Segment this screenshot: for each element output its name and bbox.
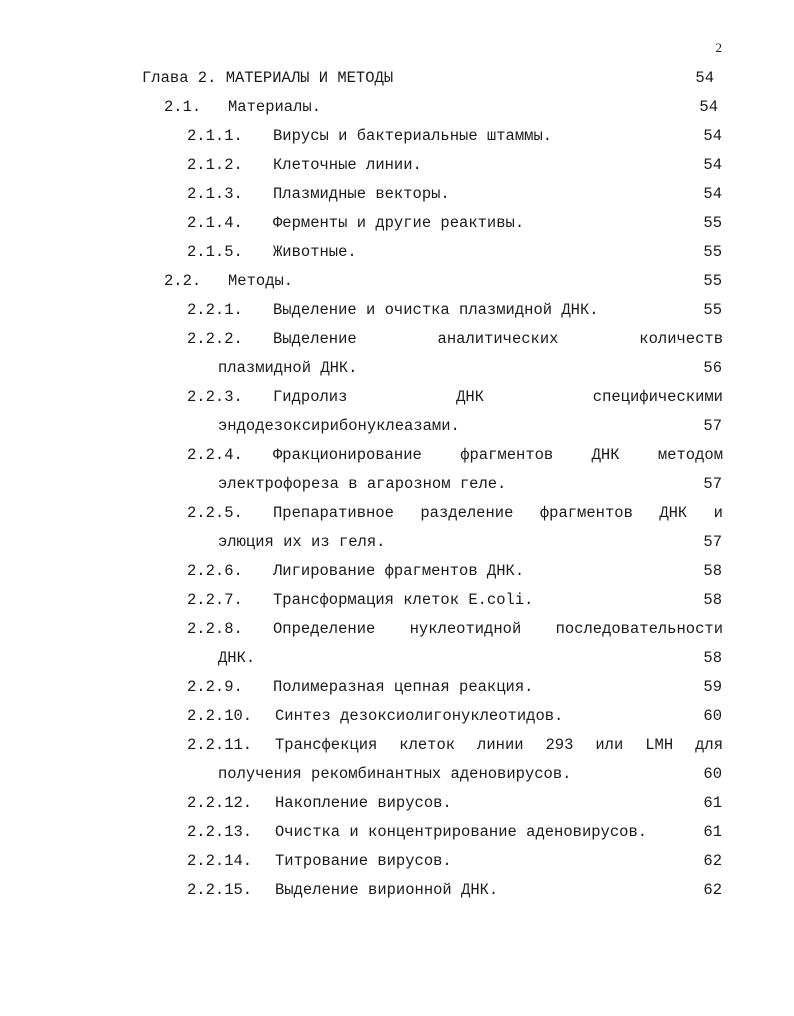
section-title: Гидролиз ДНК специфическими <box>273 388 723 406</box>
section-title-continuation: получения рекомбинантных аденовирусов. <box>218 765 572 783</box>
table-of-contents <box>0 64 794 905</box>
toc-entry-2-1-2 <box>0 151 794 180</box>
page-ref: 61 <box>703 794 722 812</box>
page-ref: 55 <box>703 272 722 290</box>
toc-chapter <box>0 64 794 93</box>
toc-entry-2-2-6 <box>0 557 794 586</box>
section-number: 2.1.4. <box>187 214 243 232</box>
section-number: 2.1.3. <box>187 185 243 203</box>
section-title: Выделение вирионной ДНК. <box>275 881 499 899</box>
toc-entry-2-2-3-cont <box>0 412 794 441</box>
page-ref: 59 <box>703 678 722 696</box>
page-ref: 62 <box>703 881 722 899</box>
toc-entry-2-2-9 <box>0 673 794 702</box>
page-number: 2 <box>715 40 722 55</box>
toc-entry-2-2-14 <box>0 847 794 876</box>
section-title: Определение нуклеотидной последовательности <box>273 620 723 638</box>
section-title-continuation: плазмидной ДНК. <box>218 359 358 377</box>
section-title: Трансфекция клеток линии 293 или LMH для <box>275 736 723 754</box>
section-title: Выделение и очистка плазмидной ДНК. <box>273 301 599 319</box>
toc-entry-2-1-4 <box>0 209 794 238</box>
toc-entry-2-2-8 <box>0 615 794 644</box>
page-ref: 54 <box>695 69 714 87</box>
section-title: Полимеразная цепная реакция. <box>273 678 534 696</box>
section-title: Вирусы и бактериальные штаммы. <box>273 127 553 145</box>
section-number: 2.2.2. <box>187 330 243 348</box>
toc-entry-2-2 <box>0 267 794 296</box>
toc-entry-2-2-11-cont <box>0 760 794 789</box>
section-number: 2.2.6. <box>187 562 243 580</box>
page-ref: 55 <box>703 214 722 232</box>
section-number: 2.1.2. <box>187 156 243 174</box>
page-ref: 55 <box>703 301 722 319</box>
page-ref: 57 <box>703 475 722 493</box>
section-title: Лигирование фрагментов ДНК. <box>273 562 525 580</box>
section-number: 2.2.4. <box>187 446 243 464</box>
section-title: Клеточные линии. <box>273 156 422 174</box>
toc-entry-2-2-10 <box>0 702 794 731</box>
page-ref: 57 <box>703 533 722 551</box>
page-ref: 60 <box>703 765 722 783</box>
section-number: 2.2.11. <box>187 736 253 754</box>
section-number: 2.2.8. <box>187 620 243 638</box>
page-ref: 54 <box>703 127 722 145</box>
section-number: 2.2.9. <box>187 678 243 696</box>
toc-entry-2-2-11 <box>0 731 794 760</box>
toc-entry-2-2-5-cont <box>0 528 794 557</box>
toc-entry-2-2-8-cont <box>0 644 794 673</box>
toc-entry-2-1 <box>0 93 794 122</box>
section-title: Выделение аналитических количеств <box>273 330 723 348</box>
toc-entry-2-1-3 <box>0 180 794 209</box>
toc-entry-2-2-13 <box>0 818 794 847</box>
page-ref: 60 <box>703 707 722 725</box>
section-title: Фракционирование фрагментов ДНК методом <box>273 446 723 464</box>
section-number: 2.2.5. <box>187 504 243 522</box>
toc-entry-2-2-5 <box>0 499 794 528</box>
toc-entry-2-2-3 <box>0 383 794 412</box>
section-title: Препаративное разделение фрагментов ДНК и <box>273 504 723 522</box>
section-title: Материалы. <box>228 98 322 116</box>
page-ref: 61 <box>703 823 722 841</box>
section-title: Синтез дезоксиолигонуклеотидов. <box>275 707 564 725</box>
section-number: 2.1.1. <box>187 127 243 145</box>
section-number: 2.2.3. <box>187 388 243 406</box>
section-title-continuation: элюция их из геля. <box>218 533 386 551</box>
page-ref: 56 <box>703 359 722 377</box>
section-number: 2.2.14. <box>187 852 253 870</box>
page-ref: 55 <box>703 243 722 261</box>
section-number: 2.1.5. <box>187 243 243 261</box>
toc-entry-2-2-1 <box>0 296 794 325</box>
section-number: 2.1. <box>164 98 202 116</box>
section-title: Титрование вирусов. <box>275 852 452 870</box>
chapter-title: Глава 2. МАТЕРИАЛЫ И МЕТОДЫ <box>142 69 394 87</box>
section-title: Ферменты и другие реактивы. <box>273 214 525 232</box>
section-title-continuation: эндодезоксирибонуклеазами. <box>218 417 460 435</box>
section-number: 2.2.7. <box>187 591 243 609</box>
page-ref: 62 <box>703 852 722 870</box>
page-ref: 58 <box>703 562 722 580</box>
page-ref: 58 <box>703 649 722 667</box>
page-ref: 54 <box>699 98 718 116</box>
toc-entry-2-1-1 <box>0 122 794 151</box>
section-number: 2.2. <box>164 272 202 290</box>
section-title-continuation: ДНК. <box>218 649 256 667</box>
page-ref: 58 <box>703 591 722 609</box>
toc-entry-2-2-7 <box>0 586 794 615</box>
section-number: 2.2.10. <box>187 707 253 725</box>
section-number: 2.2.12. <box>187 794 253 812</box>
section-number: 2.2.15. <box>187 881 253 899</box>
toc-entry-2-2-4-cont <box>0 470 794 499</box>
toc-entry-2-2-12 <box>0 789 794 818</box>
toc-entry-2-2-15 <box>0 876 794 905</box>
section-title: Накопление вирусов. <box>275 794 452 812</box>
section-title: Трансформация клеток E.coli. <box>273 591 534 609</box>
page-ref: 57 <box>703 417 722 435</box>
section-number: 2.2.13. <box>187 823 253 841</box>
toc-entry-2-2-4 <box>0 441 794 470</box>
section-title-continuation: электрофореза в агарозном геле. <box>218 475 507 493</box>
section-title: Очистка и концентрирование аденовирусов. <box>275 823 648 841</box>
section-title: Плазмидные векторы. <box>273 185 450 203</box>
page-ref: 54 <box>703 185 722 203</box>
section-number: 2.2.1. <box>187 301 243 319</box>
toc-entry-2-1-5 <box>0 238 794 267</box>
toc-entry-2-2-2 <box>0 325 794 354</box>
toc-entry-2-2-2-cont <box>0 354 794 383</box>
section-title: Методы. <box>228 272 294 290</box>
section-title: Животные. <box>273 243 357 261</box>
page-ref: 54 <box>703 156 722 174</box>
